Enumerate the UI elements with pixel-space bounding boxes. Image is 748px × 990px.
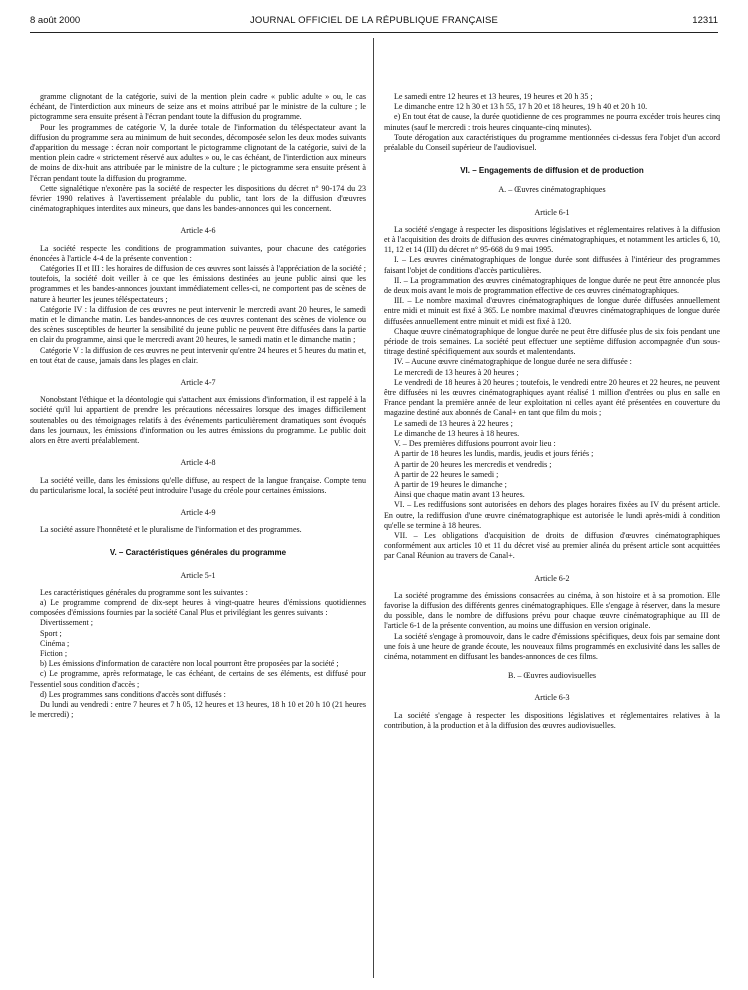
paragraph: Pour les programmes de catégorie V, la durée totale de l'information du téléspectateur avant la diffusion du programme sera au minimum de huit secondes, décomposée selon les deux modes suivants d'apparition du message : écran noir comportant le pictogramme clignotant de la catégorie, suivi de la mention plein cadre « strictement réservé aux adultes » ou, le cas échéant, de l'interdiction aux mineurs de moins de dix-huit ans attribuée par le ministre de la culture ; le pictogramme sera ensuite présent à l'écran pendant toute la diffusion du programme. [30,122,366,183]
paragraph: A partir de 22 heures le samedi ; [394,469,499,479]
paragraph: La société s'engage à respecter les dispositions législatives et réglementaires relatives à la diffusion et à l'acquisition des droits de diffusion des œuvres cinématographiques, et notamment les articles 6, 10, 11, 12 et 14 (III) du décret n° 95-668 du 9 mai 1995. [384,224,720,255]
paragraph: Divertissement ; [40,618,93,628]
paragraph: La société respecte les conditions de programmation suivantes, pour chacune des catégories énoncées à l'article 4-4 de la présente convention : [30,243,366,263]
paragraph: A partir de 18 heures les lundis, mardis, jeudis et jours fériés ; [394,449,594,459]
journal-title: JOURNAL OFFICIEL DE LA RÉPUBLIQUE FRANÇAISE [249,15,499,26]
paragraph: Du lundi au vendredi : entre 7 heures et 7 h 05, 12 heures et 13 heures, 18 h 10 et 20 h 10 (21 heures le mercredi) ; [30,699,366,720]
page-number: 12311 [692,15,718,26]
paragraph: Chaque œuvre cinématographique de longue durée ne peut être diffusée plus de six fois pendant une période de trois semaines. La société peut effectuer une septième diffusion accompagnée d'un sous-titrage destiné spécifiquement aux sourds et malentendants. [384,326,720,357]
article-heading: Article 6-3 [534,693,570,703]
paragraph: Le samedi entre 12 heures et 13 heures, 19 heures et 20 h 35 ; [394,92,593,101]
paragraph: Fiction ; [40,648,68,658]
paragraph: Catégorie IV : la diffusion de ces œuvres ne peut intervenir le mercredi avant 20 heures, le samedi matin et le dimanche matin. Les bandes-annonces de ces œuvres contenant des scènes de violence ou des scènes susceptibles de heurter la sensibilité du jeune public ne peuvent être diffusées dans la partie en clair du programme, ainsi que le mercredi avant 20 heures, le samedi matin et le dimanche matin ; [30,304,366,345]
paragraph: b) Les émissions d'information de caractère non local pourront être proposées par la société ; [40,659,339,669]
article-heading: Article 4-6 [180,226,216,236]
page-header [30,15,718,31]
paragraph: VI. – Les rediffusions sont autorisées en dehors des plages horaires fixées au IV du présent article. En outre, la rediffusion d'une œuvre cinématographique est autorisée le lundi après-midi à condition qu'elle se termine à 18 heures. [384,500,720,530]
paragraph: d) Les programmes sans conditions d'accès sont diffusés : [40,689,226,699]
paragraph: IV. – Aucune œuvre cinématographique de longue durée ne sera diffusée : [394,357,632,367]
article-heading: Article 4-7 [180,378,216,388]
article-heading: Article 5-1 [180,570,216,580]
paragraph: III. – Le nombre maximal d'œuvres cinématographiques de longue durée diffusées annuellement entre midi et minuit est fixé à 365. Le nombre maximal d'œuvres cinématographiques de longue durée diffusées annuellement entre minuit et midi est fixé à 120. [384,296,720,326]
paragraph: La société veille, dans les émissions qu'elle diffuse, au respect de la langue française. Compte tenu du particularisme local, la société peut introduire l'usage du créole pour certaines émissions. [30,475,366,495]
paragraph: Cette signalétique n'exonère pas la société de respecter les dispositions du décret n° 90-174 du 23 février 1990 relatives à l'avertissement préalable du public, tant lors de la diffusion d'œuvres cinématographiques interdites aux mineurs, que dans les bandes-annonces qui les concernent. [30,183,366,214]
paragraph: Sport ; [40,628,62,638]
paragraph: Catégorie V : la diffusion de ces œuvres ne peut intervenir qu'entre 24 heures et 5 heures du matin et, en tout état de cause, jamais dans les plages en clair. [30,345,366,365]
paragraph: Le vendredi de 18 heures à 20 heures ; toutefois, le vendredi entre 20 heures et 22 heures, ne peuvent être diffusées ni les œuvres cinématographiques ayant réalisé 1 million d'entrées ou plus en salle en France pendant la première année de leur exploitation ni celles ayant été présentées en couverture du magazine destiné aux abonnés de Canal+ en tant que film du mois ; [384,377,720,418]
paragraph: VII. – Les obligations d'acquisition de droits de diffusion d'œuvres cinématographiques conformément aux articles 10 et 11 du décret visé au premier alinéa du présent article sont acquittées par Canal Réunion au travers de Canal+. [384,530,720,561]
paragraph: Le dimanche de 13 heures à 18 heures. [394,428,520,438]
paragraph: Les caractéristiques générales du programme sont les suivantes : [40,587,248,597]
paragraph: c) Le programme, après reformatage, le cas échéant, de certains de ses éléments, est diffusé pour l'essentiel sous condition d'accès ; [30,669,366,689]
right-column [384,92,720,731]
paragraph: Nonobstant l'éthique et la déontologie qui s'attachent aux émissions d'information, il est rappelé à la société qu'il lui appartient de prendre les précautions nécessaires lorsque des images difficilement soutenables ou des témoignages relatifs à des événements particulièrement dramatiques sont évoqués dans les journaux, les émissions d'information ou les autres émissions du programme. Le public doit alors en être averti préalablement. [30,395,366,446]
paragraph: Le dimanche entre 12 h 30 et 13 h 55, 17 h 20 et 18 heures, 19 h 40 et 20 h 10. [394,102,648,112]
subsection-heading: A. – Œuvres cinématographiques [498,185,606,195]
paragraph: Le samedi de 13 heures à 22 heures ; [394,418,513,428]
article-heading: Article 6-1 [534,207,570,217]
paragraph: La société assure l'honnêteté et le pluralisme de l'information et des programmes. [40,525,302,535]
left-column [30,92,366,720]
paragraph: Cinéma ; [40,638,70,648]
article-heading: Article 4-8 [180,458,216,468]
section-heading: V. – Caractéristiques générales du programme [109,548,287,558]
paragraph: La société s'engage à respecter les dispositions législatives et réglementaires relatives à la contribution, à la production et à la diffusion des œuvres audiovisuelles. [384,710,720,730]
paragraph: II. – La programmation des œuvres cinématographiques de longue durée ne peut être annoncée plus de deux mois avant le mois de programmation effective de ces œuvres cinématographiques. [384,275,720,296]
paragraph: A partir de 20 heures les mercredis et vendredis ; [394,459,552,469]
issue-date: 8 août 2000 [30,15,81,26]
header-rule [30,32,718,33]
section-heading: VI. – Engagements de diffusion et de production [460,166,644,176]
paragraph: A partir de 19 heures le dimanche ; [394,479,507,489]
paragraph: gramme clignotant de la catégorie, suivi de la mention plein cadre « public adulte » ou, le cas échéant, de l'interdiction aux mineurs de seize ans et moins attribué par le ministre de la culture ; le pictogramme sera ensuite présent à l'écran pendant toute la diffusion du programme. [30,92,366,122]
article-heading: Article 6-2 [534,573,570,583]
paragraph: a) Le programme comprend de dix-sept heures à vingt-quatre heures d'émissions quotidiennes composées d'émissions fournies par la société Canal Plus et privilégiant les genres suivants : [30,597,366,618]
paragraph: Toute dérogation aux caractéristiques du programme mentionnées ci-dessus fera l'objet d'un accord préalable du Conseil supérieur de l'audiovisuel. [384,132,720,153]
paragraph: I. – Les œuvres cinématographiques de longue durée sont diffusées à l'intérieur des programmes faisant l'objet de conditions d'accès particulières. [384,255,720,275]
paragraph: Le mercredi de 13 heures à 20 heures ; [394,367,519,377]
column-divider [373,38,374,978]
article-heading: Article 4-9 [180,507,216,517]
paragraph: La société s'engage à promouvoir, dans le cadre d'émissions spécifiques, deux fois par semaine dont une fois à une heure de grande écoute, les nouveaux films programmés en exclusivité dans les salles de cinéma, notamment en diffusant les bandes-annonces de ces films. [384,631,720,661]
paragraph: e) En tout état de cause, la durée quotidienne de ces programmes ne pourra excéder trois heures cinq minutes (sauf le mercredi : trois heures cinquante-cinq minutes). [384,112,720,132]
paragraph: V. – Des premières diffusions pourront avoir lieu : [394,439,556,449]
subsection-heading: B. – Œuvres audiovisuelles [507,671,597,681]
paragraph: Ainsi que chaque matin avant 13 heures. [394,490,525,500]
paragraph: La société programme des émissions consacrées au cinéma, à son histoire et à sa promotion. Elle favorise la diffusion des différents genres cinématographiques. Elle s'engage à réserver, dans la mesure du possible, dans le nombre de diffusions prévu pour chaque œuvre cinématographique au III de l'article 6-1 de la présente convention, au moins une diffusion en version originale. [384,590,720,631]
paragraph: Catégories II et III : les horaires de diffusion de ces œuvres sont laissés à l'appréciation de la société ; toutefois, la société doit veiller à ce que les émissions destinées au jeune public ainsi que les programmes et les bandes-annonces jouxtant immédiatement celles-ci, ne comportent pas de scènes de nature à heurter les jeunes téléspectateurs ; [30,264,366,304]
